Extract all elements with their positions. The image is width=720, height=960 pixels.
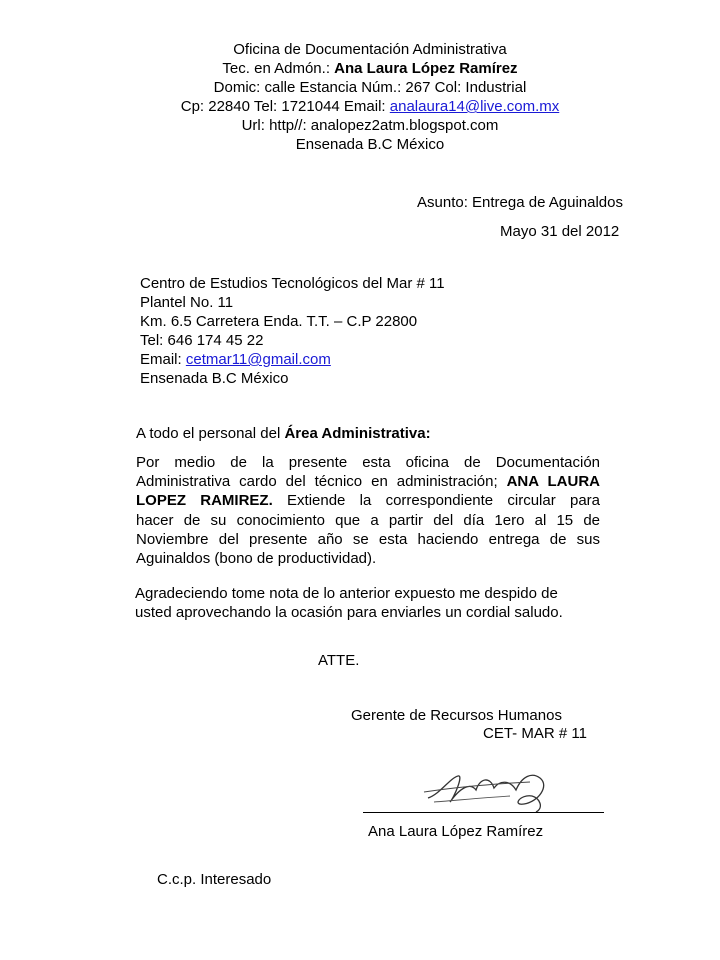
signer-org: CET- MAR # 11 [483,725,587,742]
closing-line: Agradeciendo tome nota de lo anterior expuesto me despido de [135,585,558,602]
atte: ATTE. [318,652,360,669]
signer-name: Ana Laura López Ramírez [368,823,544,840]
body-text: Extiende la correspondiente circular para [287,492,601,509]
address-line: Domic: calle Estancia Núm.: 267 Col: Industrial [213,79,527,96]
recipient-address: Km. 6.5 Carretera Enda. T.T. – C.P 22800 [140,313,418,330]
recipient-city: Ensenada B.C México [140,370,289,387]
subject: Asunto: Entrega de Aguinaldos [417,194,623,211]
closing-line: usted aprovechando la ocasión para enviarles un cordial saludo. [135,604,563,621]
greeting [136,424,431,444]
recipient-email-link[interactable]: cetmar11@gmail.com [185,351,331,368]
technician-line [0,59,720,79]
greeting-bold: Área Administrativa: [284,425,431,442]
body-line: hacer de su conocimiento que a partir del día 1ero al 15 de [136,512,600,529]
url-line: Url: http//: analopez2atm.blogspot.com [241,117,499,134]
body-line [136,472,600,491]
city-line: Ensenada B.C México [295,136,445,153]
greeting-text: A todo el personal del [136,425,281,442]
signature-line [363,812,604,813]
contact-line [0,97,720,117]
recipient-tel: Tel: 646 174 45 22 [140,332,264,349]
body-line: Aguinaldos (bono de productividad). [136,550,377,567]
body-line [136,491,600,510]
signer-title: Gerente de Recursos Humanos [351,707,562,724]
recipient-email-label: Email: [140,351,182,368]
body-line: Noviembre del presente año se esta haciendo entrega de sus [136,531,600,548]
office-name: Oficina de Documentación Administrativa [233,41,507,58]
date: Mayo 31 del 2012 [500,223,620,240]
signature-image [420,768,560,816]
ccp: C.c.p. Interesado [157,871,272,888]
recipient-plantel: Plantel No. 11 [140,294,234,311]
email-link[interactable]: analaura14@live.com.mx [389,98,560,115]
body-bold: LOPEZ RAMIREZ. [136,492,273,509]
technician-label: Tec. en Admón.: [222,60,330,77]
body-bold: ANA LAURA [506,473,600,490]
technician-name: Ana Laura López Ramírez [334,60,518,77]
body-line: Por medio de la presente esta oficina de Documentación [136,454,600,471]
contact-label: Cp: 22840 Tel: 1721044 Email: [180,98,386,115]
recipient-email-line [140,350,331,370]
recipient-name: Centro de Estudios Tecnológicos del Mar # 11 [140,275,445,292]
body-text: Administrativa cardo del técnico en administración; [136,473,498,490]
